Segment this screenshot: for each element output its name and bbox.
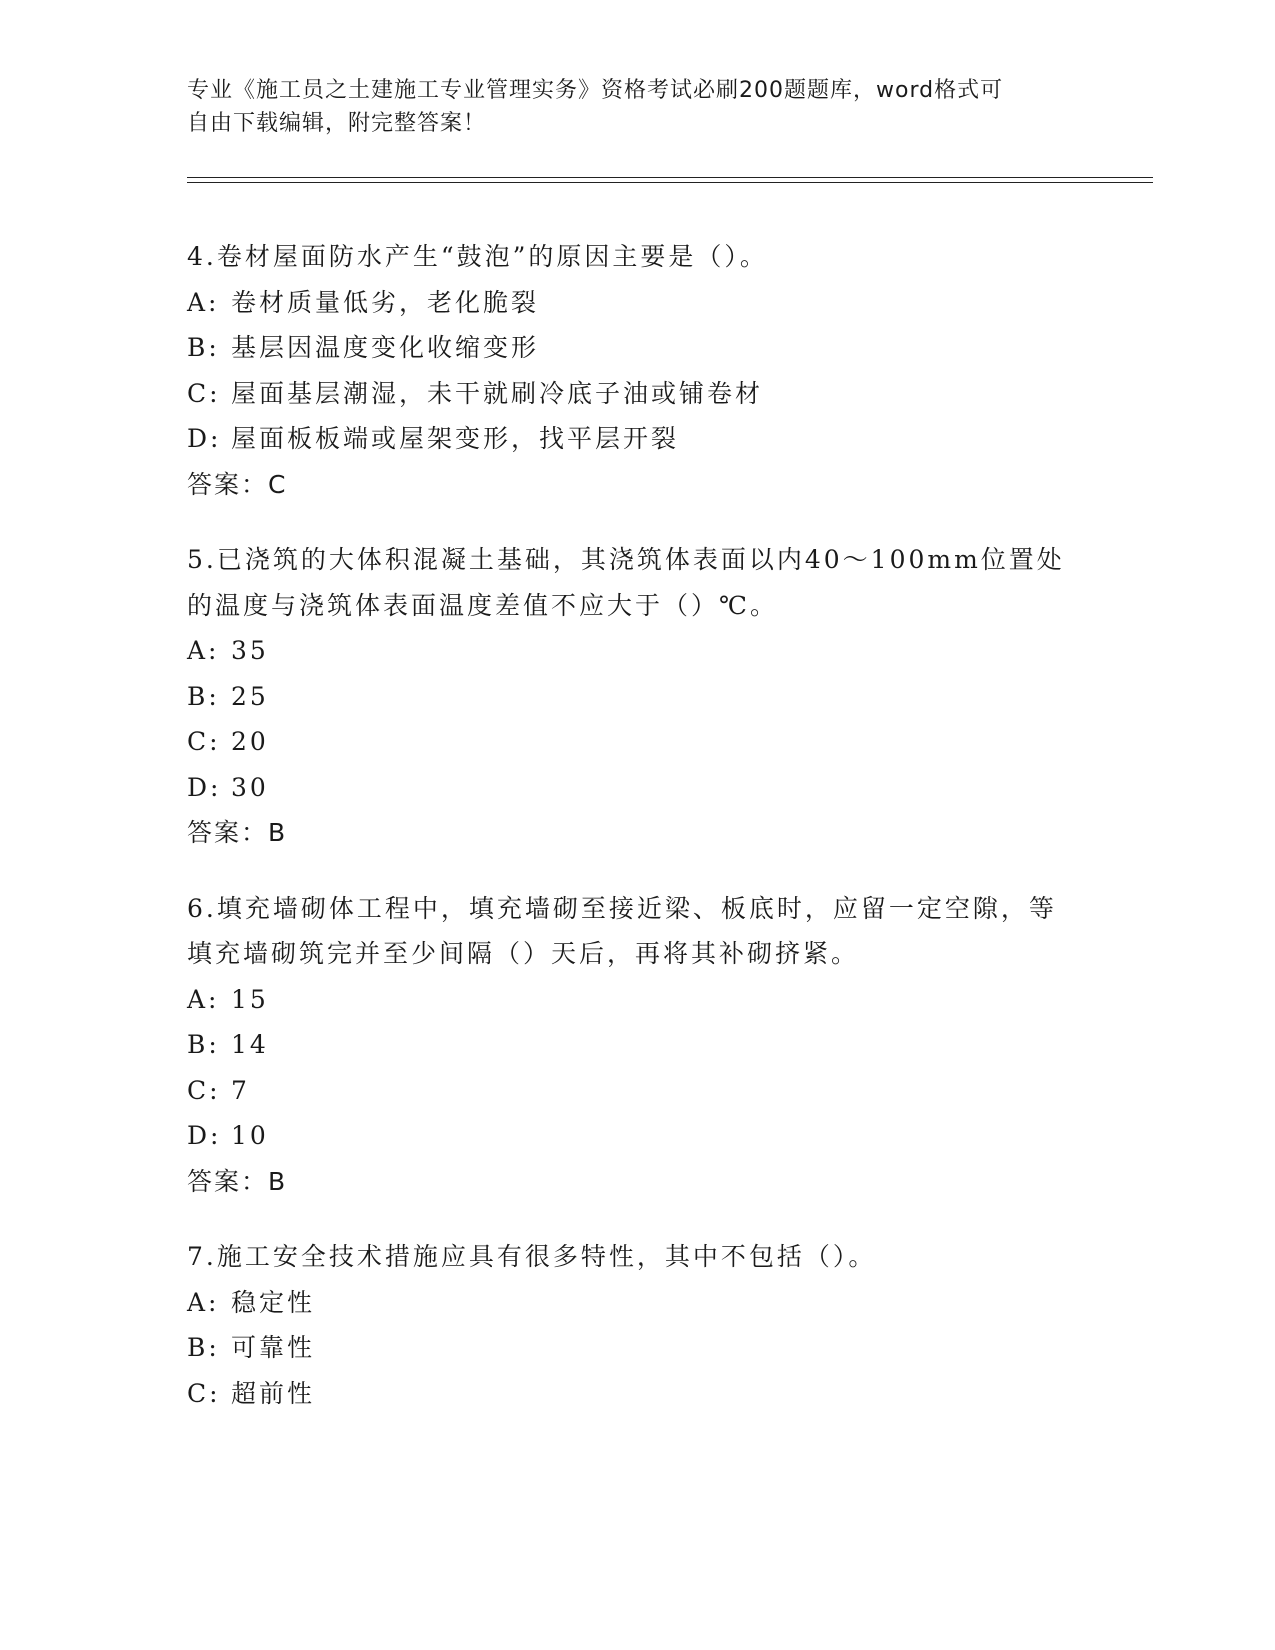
option-b [187, 1325, 1067, 1371]
question-stem: 6.填充墙砌体工程中，填充墙砌至接近梁、板底时，应留一定空隙，等填充墙砌筑完并至少间隔（）天后，再将其补砌挤紧。 [187, 893, 1057, 968]
option-c [187, 371, 1067, 417]
option-b [187, 1022, 1067, 1068]
question-7 [187, 1234, 1067, 1416]
option-label: A: [187, 984, 220, 1014]
option-label: C: [187, 727, 221, 756]
question-6 [187, 886, 1067, 1205]
option-b [187, 674, 1067, 720]
option-text: 超前性 [231, 1378, 316, 1408]
header-line-1: 专业《施工员之土建施工专业管理实务》资格考试必刷200题题库，word格式可 [187, 78, 1004, 103]
option-label: C: [187, 378, 221, 408]
option-text: 35 [231, 636, 269, 665]
option-text: 15 [231, 984, 269, 1014]
option-text: 屋面板板端或屋架变形，找平层开裂 [231, 424, 680, 453]
option-label: A: [187, 287, 220, 317]
option-a [187, 1280, 1067, 1326]
option-text: 14 [231, 1030, 269, 1059]
answer: 答案：C [187, 469, 288, 499]
question-list [187, 234, 1067, 1446]
option-c [187, 719, 1067, 765]
header-divider-top [187, 177, 1153, 178]
option-text: 10 [231, 1121, 269, 1150]
option-label: B: [187, 1030, 220, 1059]
option-label: B: [187, 1333, 220, 1362]
question-5 [187, 537, 1067, 856]
answer: 答案：B [187, 818, 288, 847]
document-header [187, 74, 1067, 140]
option-label: C: [187, 1378, 221, 1408]
option-text: 屋面基层潮湿，未干就刷冷底子油或铺卷材 [231, 378, 764, 408]
option-label: C: [187, 1075, 221, 1105]
question-stem: 5.已浇筑的大体积混凝土基础，其浇筑体表面以内40～100mm位置处的温度与浇筑体表面温度差值不应大于（）℃。 [187, 545, 1065, 620]
option-label: A: [187, 1287, 220, 1317]
option-d [187, 1113, 1067, 1159]
option-a [187, 977, 1067, 1023]
option-c [187, 1068, 1067, 1114]
option-label: D: [187, 1121, 222, 1150]
option-d [187, 765, 1067, 811]
option-label: D: [187, 424, 222, 453]
question-stem: 7.施工安全技术措施应具有很多特性，其中不包括（）。 [187, 1242, 877, 1271]
option-text: 可靠性 [231, 1333, 316, 1362]
option-label: B: [187, 681, 220, 711]
option-c [187, 1371, 1067, 1417]
option-text: 卷材质量低劣，老化脆裂 [231, 287, 540, 317]
option-text: 20 [231, 727, 269, 756]
question-stem: 4.卷材屋面防水产生“鼓泡”的原因主要是（）。 [187, 242, 768, 271]
question-4 [187, 234, 1067, 507]
option-label: A: [187, 636, 220, 665]
option-text: 基层因温度变化收缩变形 [231, 333, 540, 362]
option-text: 30 [231, 772, 269, 802]
option-label: B: [187, 333, 220, 362]
answer: 答案：B [187, 1166, 288, 1196]
option-label: D: [187, 772, 222, 802]
option-b [187, 325, 1067, 371]
option-a [187, 280, 1067, 326]
option-text: 25 [231, 681, 269, 711]
option-a [187, 628, 1067, 674]
header-divider-bottom [187, 182, 1153, 183]
option-d [187, 416, 1067, 462]
option-text: 7 [231, 1075, 250, 1105]
option-text: 稳定性 [231, 1287, 316, 1317]
header-line-2: 自由下载编辑，附完整答案！ [187, 111, 487, 136]
